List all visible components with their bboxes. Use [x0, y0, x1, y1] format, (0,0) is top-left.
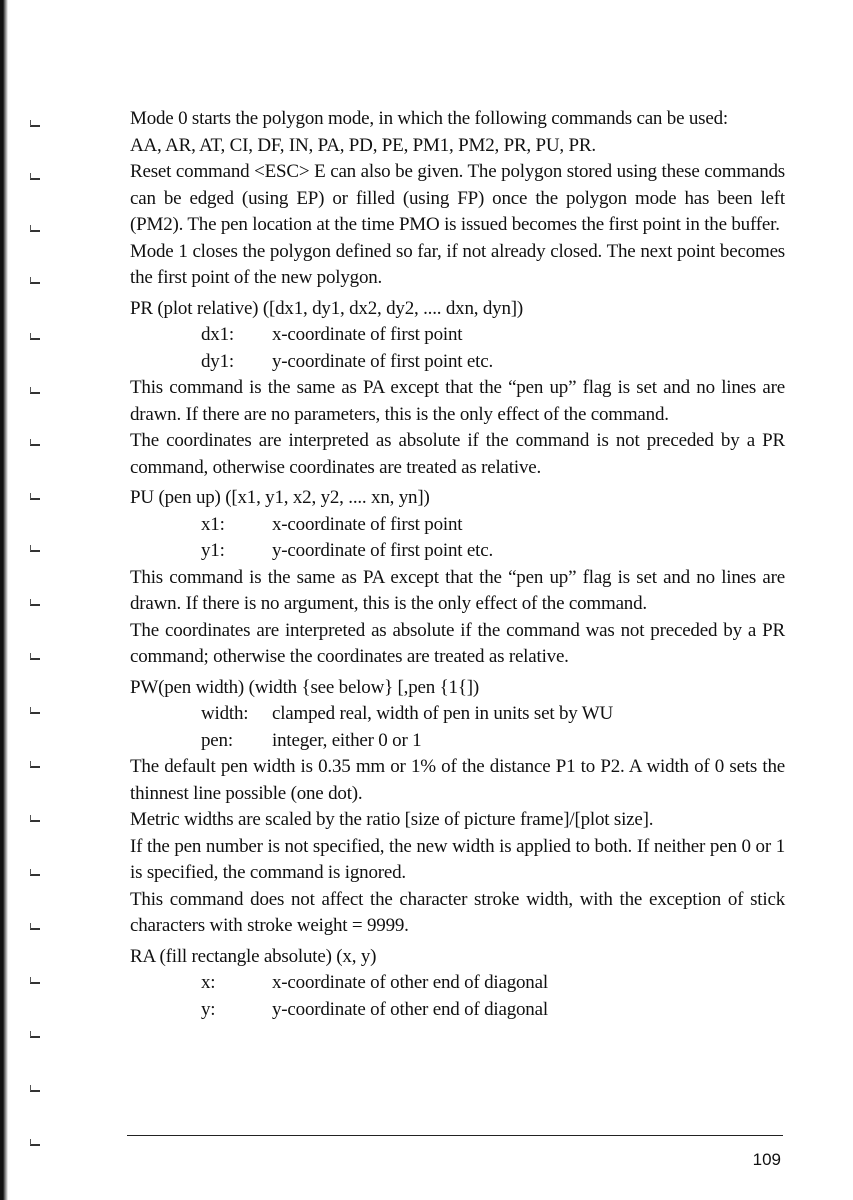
- parameter-name: x1:: [201, 513, 225, 535]
- body-paragraph: This command is the same as PA except that the “pen up” flag is set and no lines are drawn. If there is no argument, this is the only effect of the command.: [130, 566, 785, 614]
- body-paragraph: The coordinates are interpreted as absolute if the command is not preceded by a PR command, otherwise coordinates are treated as relative.: [130, 430, 785, 478]
- margin-tick: [30, 712, 40, 714]
- parameter-row: [130, 728, 785, 755]
- parameter-row: [130, 538, 785, 565]
- margin-tick: [30, 658, 40, 660]
- parameter-name: pen:: [201, 729, 233, 751]
- body-paragraph: AA, AR, AT, CI, DF, IN, PA, PD, PE, PM1, PM2, PR, PU, PR.: [130, 134, 596, 156]
- margin-tick: [30, 125, 40, 127]
- command-heading: PW(pen width) (width {see below} [,pen {1{]): [130, 676, 480, 698]
- body-paragraph: The coordinates are interpreted as absolute if the command was not preceded by a PR command; otherwise the coordinates are treated as relative.: [130, 619, 785, 667]
- parameter-name: x:: [201, 972, 216, 993]
- margin-tick: [30, 874, 40, 876]
- command-heading: PU (pen up) ([x1, y1, x2, y2, .... xn, yn]): [130, 487, 430, 508]
- footer-rule: [127, 1135, 783, 1136]
- margin-tick: [30, 444, 40, 446]
- parameter-description: y-coordinate of first point etc.: [272, 540, 493, 561]
- parameter-description: y-coordinate of first point etc.: [272, 350, 493, 372]
- body-paragraph: Mode 0 starts the polygon mode, in which the following commands can be used:: [130, 108, 728, 129]
- parameter-name: dx1:: [201, 324, 234, 345]
- margin-tick: [30, 282, 40, 284]
- margin-tick: [30, 604, 40, 606]
- margin-tick: [30, 498, 40, 500]
- parameter-name: width:: [201, 703, 249, 724]
- body-paragraph: The default pen width is 0.35 mm or 1% of the distance P1 to P2. A width of 0 sets the thinnest line possible (one dot).: [130, 756, 785, 804]
- margin-tick: [30, 982, 40, 984]
- body-paragraph: If the pen number is not specified, the new width is applied to both. If neither pen 0 or 1 is specified, the command is ignored.: [130, 835, 785, 883]
- margin-tick: [30, 392, 40, 394]
- body-paragraph: Metric widths are scaled by the ratio [size of picture frame]/[plot size].: [130, 809, 654, 830]
- parameter-description: x-coordinate of first point: [272, 324, 463, 345]
- margin-tick: [30, 1090, 40, 1092]
- margin-tick: [30, 550, 40, 552]
- margin-tick: [30, 766, 40, 768]
- parameter-row: [130, 997, 785, 1024]
- parameter-row: [130, 322, 785, 349]
- parameter-description: x-coordinate of first point: [272, 513, 463, 535]
- parameter-description: integer, either 0 or 1: [272, 729, 422, 751]
- parameter-name: y:: [201, 998, 216, 1020]
- parameter-description: clamped real, width of pen in units set by WU: [272, 703, 614, 724]
- margin-tick: [30, 178, 40, 180]
- body-paragraph: Mode 1 closes the polygon defined so far, if not already closed. The next point becomes the first point of the new polygon.: [130, 240, 785, 288]
- margin-tick: [30, 1144, 40, 1146]
- page-binding-edge: [0, 0, 8, 1200]
- margin-tick: [30, 230, 40, 232]
- margin-tick: [30, 928, 40, 930]
- body-paragraph: Reset command <ESC> E can also be given. The polygon stored using these commands can be edged (using EP) or filled (using FP) once the polygon mode has been left (PM2). The pen location at the time PMO is issued becomes the first point in the buffer.: [130, 161, 785, 235]
- command-heading: PR (plot relative) ([dx1, dy1, dx2, dy2, .... dxn, dyn]): [130, 297, 524, 319]
- margin-tick: [30, 1036, 40, 1038]
- command-heading: RA (fill rectangle absolute) (x, y): [130, 945, 377, 967]
- margin-tick-marks: [30, 0, 60, 1200]
- parameter-row: [130, 701, 785, 728]
- parameter-name: dy1:: [201, 350, 234, 372]
- margin-tick: [30, 338, 40, 340]
- parameter-description: y-coordinate of other end of diagonal: [272, 998, 548, 1020]
- parameter-row: [130, 512, 785, 539]
- parameter-row: [130, 970, 785, 997]
- page-body: [130, 106, 785, 1023]
- body-paragraph: This command does not affect the character stroke width, with the exception of stick characters with stroke weight = 9999.: [130, 888, 785, 936]
- parameter-row: [130, 349, 785, 376]
- body-paragraph: This command is the same as PA except that the “pen up” flag is set and no lines are drawn. If there are no parameters, this is the only effect of the command.: [130, 377, 785, 425]
- parameter-description: x-coordinate of other end of diagonal: [272, 972, 548, 993]
- margin-tick: [30, 820, 40, 822]
- page-number: 109: [752, 1150, 781, 1169]
- parameter-name: y1:: [201, 540, 225, 561]
